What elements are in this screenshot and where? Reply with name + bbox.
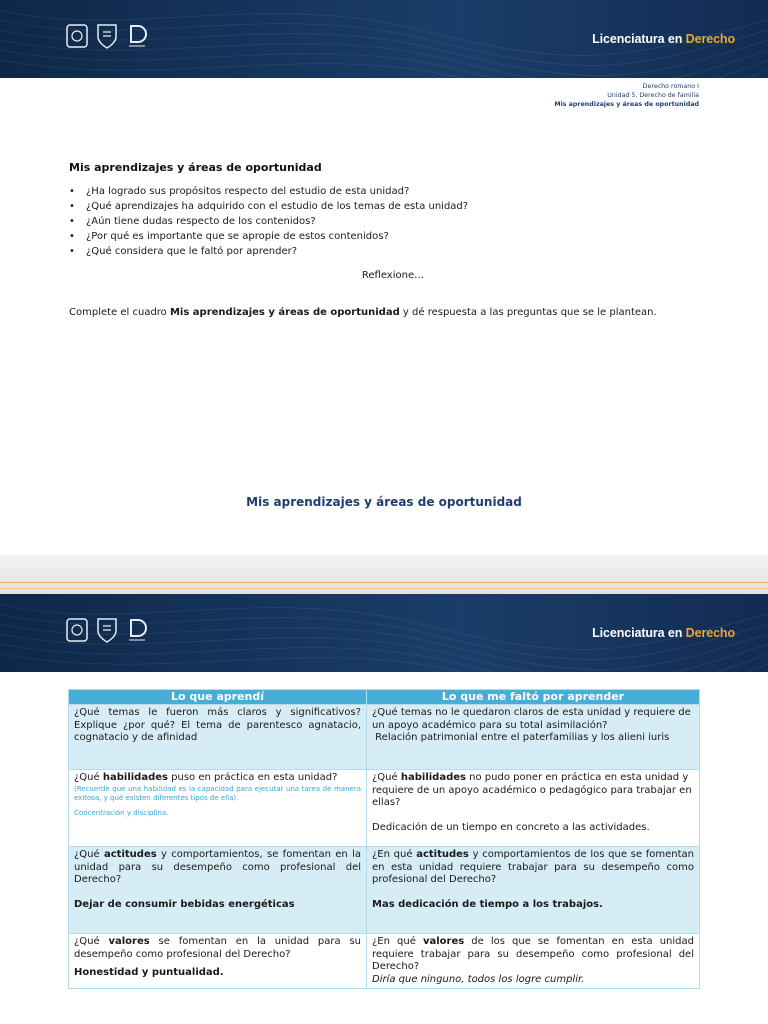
cell-question: ¿Qué habilidades no pudo poner en práctica en esta unidad y requiere de un apoyo académico o pedagógico para trabajar en ellas? xyxy=(372,772,692,808)
hint-text: (Recuerde que una habilidad es la capacidad para ejecutar una tarea de manera exitosa, y qué existen diferentes tipos de ella). xyxy=(74,784,361,802)
unam-seal-icon xyxy=(66,22,88,50)
instruction-text: Complete el cuadro Mis aprendizajes y áreas de oportunidad y dé respuesta a las preguntas que se le plantean. xyxy=(69,307,657,318)
section-title: Mis aprendizajes y áreas de oportunidad xyxy=(69,161,322,174)
header-banner xyxy=(0,594,768,672)
table-cell: ¿Qué valores se fomentan en la unidad para su desempeño como profesional del Derecho? Honestidad y puntualidad. xyxy=(69,934,367,989)
table-cell: ¿Qué temas le fueron más claros y significativos? Explique ¿por qué? El tema de parentesco agnatacio, cognatacio y de afinidad xyxy=(69,705,367,770)
faculty-shield-icon xyxy=(96,22,118,50)
institution-logos xyxy=(66,22,148,50)
program-title: Licenciatura en Derecho xyxy=(592,32,735,46)
list-item: • ¿Por qué es importante que se apropie de estos contenidos? xyxy=(69,229,468,244)
table-cell: ¿En qué valores de los que se fomentan en esta unidad requiere trabajar para su desempeño como profesional del Derecho? Diría que ninguno, todos los logre cumplir. xyxy=(367,934,700,989)
table-cell: ¿Qué habilidades puso en práctica en esta unidad? (Recuerde que una habilidad es la capacidad para ejecutar una tarea de manera exitosa, y qué existen diferentes tipos de ella). Concentración y disciplina. xyxy=(69,770,367,847)
page-title: Mis aprendizajes y áreas de oportunidad xyxy=(246,495,522,509)
table-row xyxy=(69,934,700,989)
breadcrumb-activity: Mis aprendizajes y áreas de oportunidad xyxy=(554,101,699,108)
list-item: • ¿Qué considera que le faltó por aprender? xyxy=(69,244,468,259)
breadcrumb xyxy=(554,82,699,109)
header-banner xyxy=(0,0,768,78)
page-separator xyxy=(0,555,768,594)
column-header-learned: Lo que aprendí xyxy=(69,690,367,705)
reflect-text: Reflexione… xyxy=(361,270,425,281)
table-cell: ¿Qué temas no le quedaron claros de esta unidad y requiere de un apoyo académico para su total asimilación? Relación patrimonial entre el paterfamilias y los alieni iuris xyxy=(367,705,700,770)
table-row xyxy=(69,847,700,934)
distance-education-logo-icon xyxy=(126,22,148,50)
list-item: • ¿Qué aprendizajes ha adquirido con el estudio de los temas de esta unidad? xyxy=(69,199,468,214)
faculty-shield-icon xyxy=(96,616,118,644)
table-row xyxy=(69,770,700,847)
table-row xyxy=(69,705,700,770)
list-item: • ¿Ha logrado sus propósitos respecto del estudio de esta unidad? xyxy=(69,184,468,199)
program-title: Licenciatura en Derecho xyxy=(592,626,735,640)
unam-seal-icon xyxy=(66,616,88,644)
list-item: • ¿Aún tiene dudas respecto de los contenidos? xyxy=(69,214,468,229)
breadcrumb-unit: Unidad 5. Derecho de familia xyxy=(607,92,699,99)
distance-education-logo-icon xyxy=(126,616,148,644)
breadcrumb-course: Derecho romano I xyxy=(642,83,699,90)
learning-table xyxy=(68,689,700,989)
institution-logos xyxy=(66,616,148,644)
table-cell: ¿Qué habilidades no pudo poner en práctica en esta unidad y requiere de un apoyo académico o pedagógico para trabajar en ellas? Dedicación de un tiempo en concreto a las actividades. xyxy=(367,770,700,847)
reflection-questions xyxy=(69,184,468,259)
table-cell: ¿Qué actitudes y comportamientos, se fomentan en la unidad para su desempeño como profesional del Derecho? Dejar de consumir bebidas energéticas xyxy=(69,847,367,934)
table-cell: ¿En qué actitudes y comportamientos de los que se fomentan en esta unidad requiere trabajar para su desempeño como profesional del Derecho? Mas dedicación de tiempo a los trabajos. xyxy=(367,847,700,934)
column-header-missing: Lo que me faltó por aprender xyxy=(367,690,700,705)
